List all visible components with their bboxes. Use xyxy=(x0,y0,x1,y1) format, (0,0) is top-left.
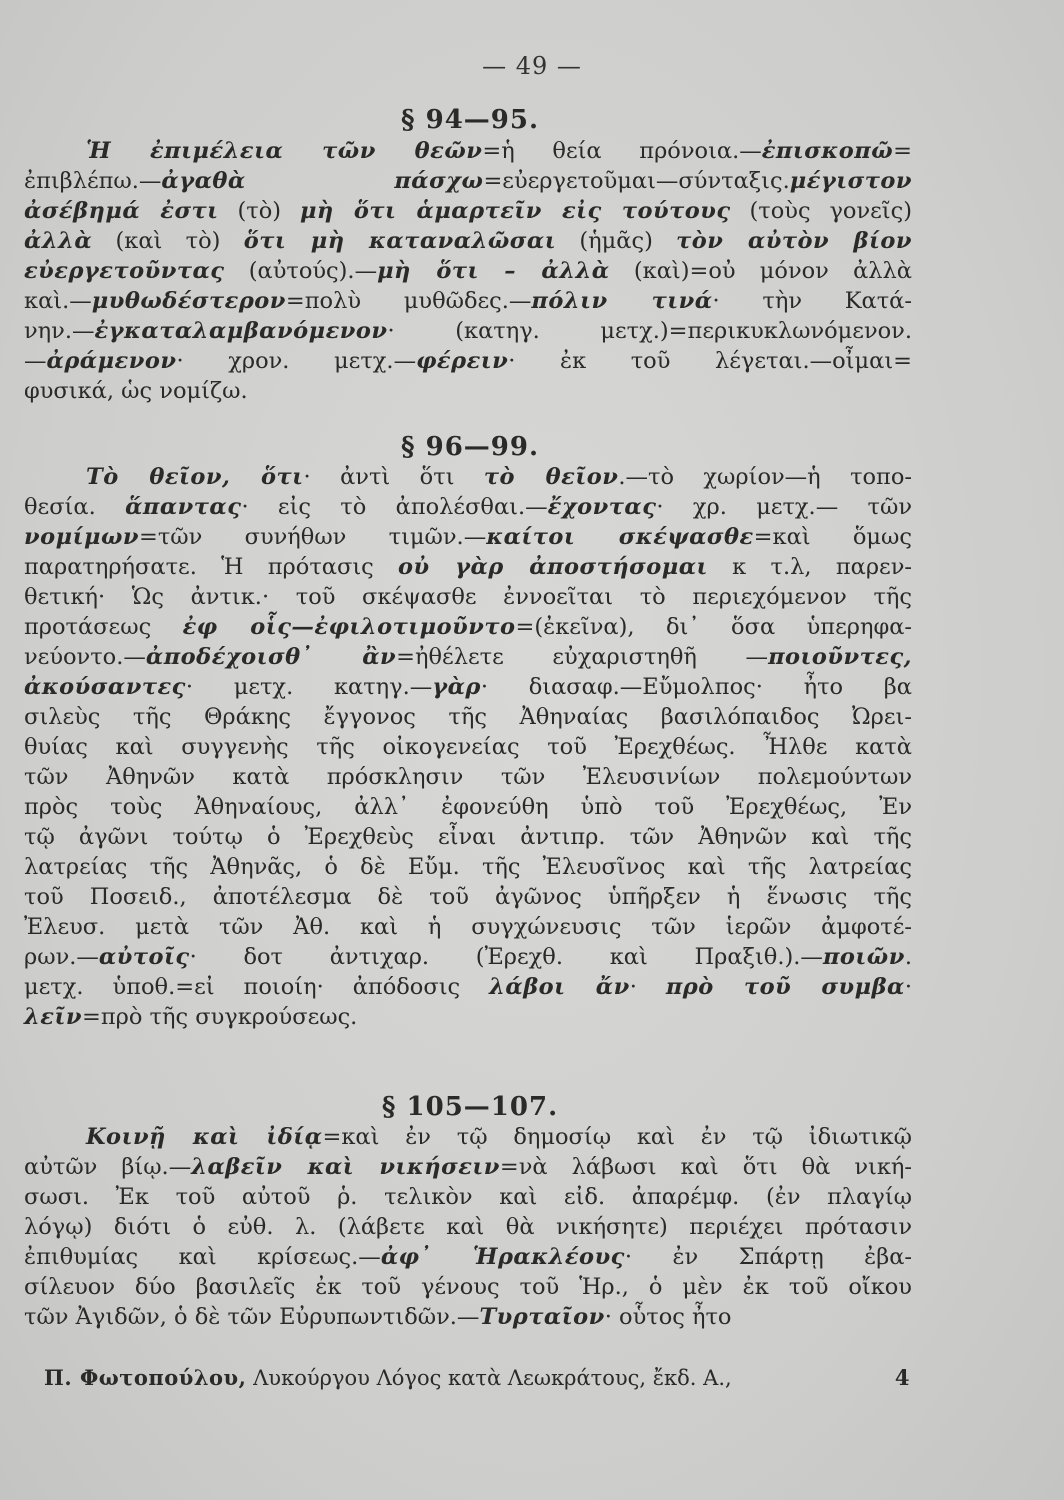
text-line xyxy=(24,582,912,612)
lemma-term: Τὸ θεῖον, ὅτι xyxy=(86,464,304,490)
text-line xyxy=(24,792,912,822)
gloss-text: λατρείας τῆς Ἀθηνᾶς, ὁ δὲ Εὔμ. τῆς Ἐλευσῖνος καὶ τῆς λατρείας xyxy=(24,854,912,880)
section-heading-105-107: § 105—107. xyxy=(381,1092,559,1122)
text-line xyxy=(24,316,912,346)
lemma-term: Τυρταῖον xyxy=(479,1304,605,1330)
lemma-term: Ἡ ἐπιμέλεια τῶν θεῶν xyxy=(86,138,483,164)
gloss-text: τῶν Ἀγιδῶν, ὁ δὲ τῶν Εὐρυπωντιδῶν.— xyxy=(24,1304,480,1330)
gloss-text: πρὸς τοὺς Ἀθηναίους, ἀλλ᾿ ἐφονεύθη ὑπὸ τοῦ Ἐρεχθέως, Ἐν xyxy=(24,794,912,820)
gloss-text: (ἡμᾶς) xyxy=(556,228,677,254)
lemma-term: εὐεργετοῦντας xyxy=(24,258,225,284)
lemma-term: πρὸ τοῦ συμβα xyxy=(665,974,905,1000)
gloss-text: ρων.— xyxy=(24,944,99,970)
text-line xyxy=(24,942,912,972)
gloss-text: · δοτ ἀντιχαρ. (Ἐρεχθ. καὶ Πραξιθ.).— xyxy=(189,944,823,970)
gloss-text: =τῶν συνήθων τιμῶν.— xyxy=(138,524,487,550)
lemma-term: ἐπισκοπῶ xyxy=(761,138,894,164)
lemma-term: ἀράμενον xyxy=(46,348,177,374)
gloss-text: = xyxy=(893,138,912,164)
page-footer xyxy=(44,1365,910,1390)
lemma-term: ἀποδέχοισθ᾿ ἂν xyxy=(145,644,397,670)
text-line xyxy=(24,522,912,552)
gloss-text: · διασαφ.—Εὔμολπος· ἦτο βα xyxy=(480,674,912,700)
text-line xyxy=(86,136,912,166)
text-line xyxy=(24,1152,912,1182)
gloss-text: θετική· Ὡς ἀντικ.· τοῦ σκέψασθε ἐννοεῖται τὸ περιεχόμενον τῆς xyxy=(24,584,912,610)
lemma-term: ἐγκαταλαμβανόμενον xyxy=(94,318,388,344)
gloss-text: =ἡ θεία πρόνοια.— xyxy=(482,138,762,164)
gloss-text: θυίας καὶ συγγενὴς τῆς οἰκογενείας τοῦ Ἐρεχθέως. Ἦλθε κατὰ xyxy=(24,734,912,760)
gloss-text: · ἐν Σπάρτῃ ἐβα- xyxy=(624,1244,912,1270)
gloss-text: (τοὺς γονεῖς) xyxy=(730,198,912,224)
lemma-term: οὐ γὰρ ἀποστήσομαι xyxy=(398,554,708,580)
text-line xyxy=(24,672,912,702)
gloss-text: =πρὸ τῆς συγκρούσεως. xyxy=(81,1004,358,1030)
gloss-text: προτάσεως xyxy=(24,614,183,640)
footer-title: Λυκούργου Λόγος κατὰ Λεωκράτους, ἔκδ. Α., xyxy=(253,1366,732,1390)
lemma-term: πόλιν τινά xyxy=(531,288,713,314)
gloss-text: ἐπιθυμίας καὶ κρίσεως.— xyxy=(24,1244,381,1270)
gloss-text: · χρον. μετχ.— xyxy=(176,348,417,374)
text-line xyxy=(24,196,912,226)
gloss-text: (καὶ τὸ) xyxy=(92,228,244,254)
gloss-text: (αὐτούς).— xyxy=(224,258,378,284)
lemma-term: ἔχοντας xyxy=(547,494,657,520)
gloss-text: τῷ ἀγῶνι τούτῳ ὁ Ἐρεχθεὺς εἶναι ἀντιπρ. τῶν Ἀθηνῶν καὶ τῆς xyxy=(24,824,912,850)
footer-author: Π. Φωτοπούλου, xyxy=(44,1365,247,1390)
gloss-text: · εἰς τὸ ἀπολέσθαι.— xyxy=(241,494,548,520)
gloss-text: · τὴν Κατά- xyxy=(712,288,912,314)
lemma-term: ποιῶν xyxy=(822,944,905,970)
gloss-text: =πολὺ μυθῶδες.— xyxy=(285,288,532,314)
page-number: — 49 — xyxy=(482,52,582,80)
text-line xyxy=(24,702,912,732)
text-line xyxy=(24,256,912,286)
gloss-text: τῶν Ἀθηνῶν κατὰ πρόσκλησιν τῶν Ἐλευσινίων πολεμούντων xyxy=(24,764,912,790)
gloss-text: (καὶ)=οὐ μόνον ἀλλὰ xyxy=(609,258,913,284)
gloss-text: αὐτῶν βίῳ.— xyxy=(24,1154,192,1180)
section-heading-96-99: § 96—99. xyxy=(400,432,540,462)
lemma-term: ποιοῦντες, xyxy=(768,644,913,670)
gloss-text: =(ἐκεῖνα), δι᾿ ὅσα ὑπερηφα- xyxy=(515,614,912,640)
gloss-text: λόγῳ) διότι ὁ εὐθ. λ. (λάβετε καὶ θὰ νικήσητε) περιέχει πρότασιν xyxy=(24,1214,912,1240)
gloss-text: · xyxy=(904,974,912,1000)
text-line xyxy=(24,1182,912,1212)
gloss-text: σιλεὺς τῆς Θράκης ἔγγονος τῆς Ἀθηναίας βασιλόπαιδος Ὠρει- xyxy=(24,704,912,730)
lemma-term: ἀγαθὰ πάσχω xyxy=(161,168,484,194)
gloss-text: =καὶ ἐν τῷ δημοσίῳ καὶ ἐν τῷ ἰδιωτικῷ xyxy=(322,1124,913,1150)
gloss-text: — xyxy=(24,348,47,374)
text-line xyxy=(86,462,912,492)
gloss-text: . xyxy=(904,944,912,970)
gloss-text: θεσία. xyxy=(24,494,126,520)
gloss-text: =νὰ λάβωσι καὶ ὅτι θὰ νική- xyxy=(499,1154,912,1180)
lemma-term: μὴ ὅτι – ἀλλὰ xyxy=(377,258,610,284)
text-line xyxy=(24,346,912,376)
text-line xyxy=(24,166,912,196)
gloss-text: · (κατηγ. μετχ.)=περικυκλωνόμενον. xyxy=(387,318,912,344)
gloss-text: =ἠθέλετε εὐχαριστηθῆ — xyxy=(396,644,769,670)
text-line xyxy=(24,1242,912,1272)
gloss-text: σωσι. Ἐκ τοῦ αὐτοῦ ῥ. τελικὸν καὶ εἰδ. ἀπαρέμφ. (ἐν πλαγίῳ xyxy=(24,1184,912,1210)
lemma-term: καίτοι σκέψασθε xyxy=(486,524,754,550)
text-line xyxy=(24,912,912,942)
lemma-term: νομίμων xyxy=(24,524,139,550)
gloss-text: · μετχ. κατηγ.— xyxy=(185,674,433,700)
lemma-term: ἅπαντας xyxy=(125,494,242,520)
gloss-text: Ἐλευσ. μετὰ τῶν Ἀθ. καὶ ἡ συγχώνευσις τῶν ἱερῶν ἀμφοτέ- xyxy=(24,914,912,940)
gloss-text: · χρ. μετχ.— τῶν xyxy=(656,494,913,520)
gloss-text: · ἐκ τοῦ λέγεται.—οἶμαι= xyxy=(508,348,912,374)
lemma-term: αὐτοῖς xyxy=(98,944,190,970)
gloss-text: καὶ.— xyxy=(24,288,92,314)
gloss-text: κ τ.λ, παρεν- xyxy=(707,554,912,580)
gloss-text: νην.— xyxy=(24,318,95,344)
gloss-text: σίλευον δύο βασιλεῖς ἐκ τοῦ γένους τοῦ Ἡρ., ὁ μὲν ἐκ τοῦ οἴκου xyxy=(24,1274,912,1300)
text-line xyxy=(24,286,912,316)
text-line xyxy=(24,852,912,882)
text-line xyxy=(24,822,912,852)
lemma-term: τὸν αὐτὸν βίον xyxy=(676,228,913,254)
text-line xyxy=(24,1272,912,1302)
lemma-term: τὸ θεῖον xyxy=(483,464,619,490)
gloss-text: · οὗτος ἦτο xyxy=(604,1304,732,1330)
gloss-text: μετχ. ὑποθ.=εἰ ποιοίη· ἀπόδοσις xyxy=(24,974,490,1000)
text-line xyxy=(24,972,912,1002)
text-line xyxy=(24,376,912,406)
gloss-text: =καὶ ὅμως xyxy=(753,524,912,550)
gloss-text: νεύοντο.— xyxy=(24,644,146,670)
text-line xyxy=(24,1002,912,1032)
lemma-term: φέρειν xyxy=(416,348,509,374)
text-line xyxy=(24,612,912,642)
gloss-text: =εὐεργετοῦμαι—σύνταξις. xyxy=(483,168,790,194)
lemma-term: μέγιστον xyxy=(789,168,912,194)
lemma-term: λαβεῖν καὶ νικήσειν xyxy=(191,1154,500,1180)
gloss-text: τοῦ Ποσειδ., ἀποτέλεσμα δὲ τοῦ ἀγῶνος ὑπῆρξεν ἡ ἕνωσις τῆς xyxy=(24,884,912,910)
gloss-text: · xyxy=(629,974,666,1000)
gloss-text: παρατηρήσατε. Ἡ πρότασις xyxy=(24,554,399,580)
lemma-term: ἀκούσαντες xyxy=(24,674,186,700)
text-line xyxy=(24,226,912,256)
text-line xyxy=(24,1302,912,1332)
lemma-term: μὴ ὅτι ἁμαρτεῖν εἰς τούτους xyxy=(299,198,731,224)
lemma-term: ἐφ οἷς—ἐφιλοτιμοῦντο xyxy=(182,614,516,640)
gloss-text: φυσικά, ὡς νομίζω. xyxy=(24,378,248,404)
lemma-term: ἀφ᾿ Ἡρακλέους xyxy=(380,1244,625,1270)
lemma-term: λάβοι ἄν xyxy=(489,974,630,1000)
text-line xyxy=(24,762,912,792)
text-line xyxy=(24,732,912,762)
text-line xyxy=(86,1122,912,1152)
lemma-term: ἀσέβημά ἐστι xyxy=(24,198,219,224)
section-heading-94-95: § 94—95. xyxy=(400,105,540,135)
gloss-text: .—τὸ χωρίον—ἡ τοπο- xyxy=(618,464,912,490)
text-line xyxy=(24,552,912,582)
lemma-term: γὰρ xyxy=(432,674,481,700)
lemma-term: ὅτι μὴ καταναλῶσαι xyxy=(243,228,557,254)
text-line xyxy=(24,1212,912,1242)
lemma-term: λεῖν xyxy=(24,1004,82,1030)
lemma-term: Κοινῇ καὶ ἰδίᾳ xyxy=(86,1124,323,1150)
gloss-text: ἐπιβλέπω.— xyxy=(24,168,162,194)
lemma-term: μυθωδέστερον xyxy=(91,288,286,314)
footer-sheet-number: 4 xyxy=(894,1365,910,1390)
text-line xyxy=(24,882,912,912)
gloss-text: (τὸ) xyxy=(218,198,300,224)
lemma-term: ἀλλὰ xyxy=(24,228,93,254)
text-line xyxy=(24,492,912,522)
text-line xyxy=(24,642,912,672)
gloss-text: · ἀντὶ ὅτι xyxy=(303,464,484,490)
